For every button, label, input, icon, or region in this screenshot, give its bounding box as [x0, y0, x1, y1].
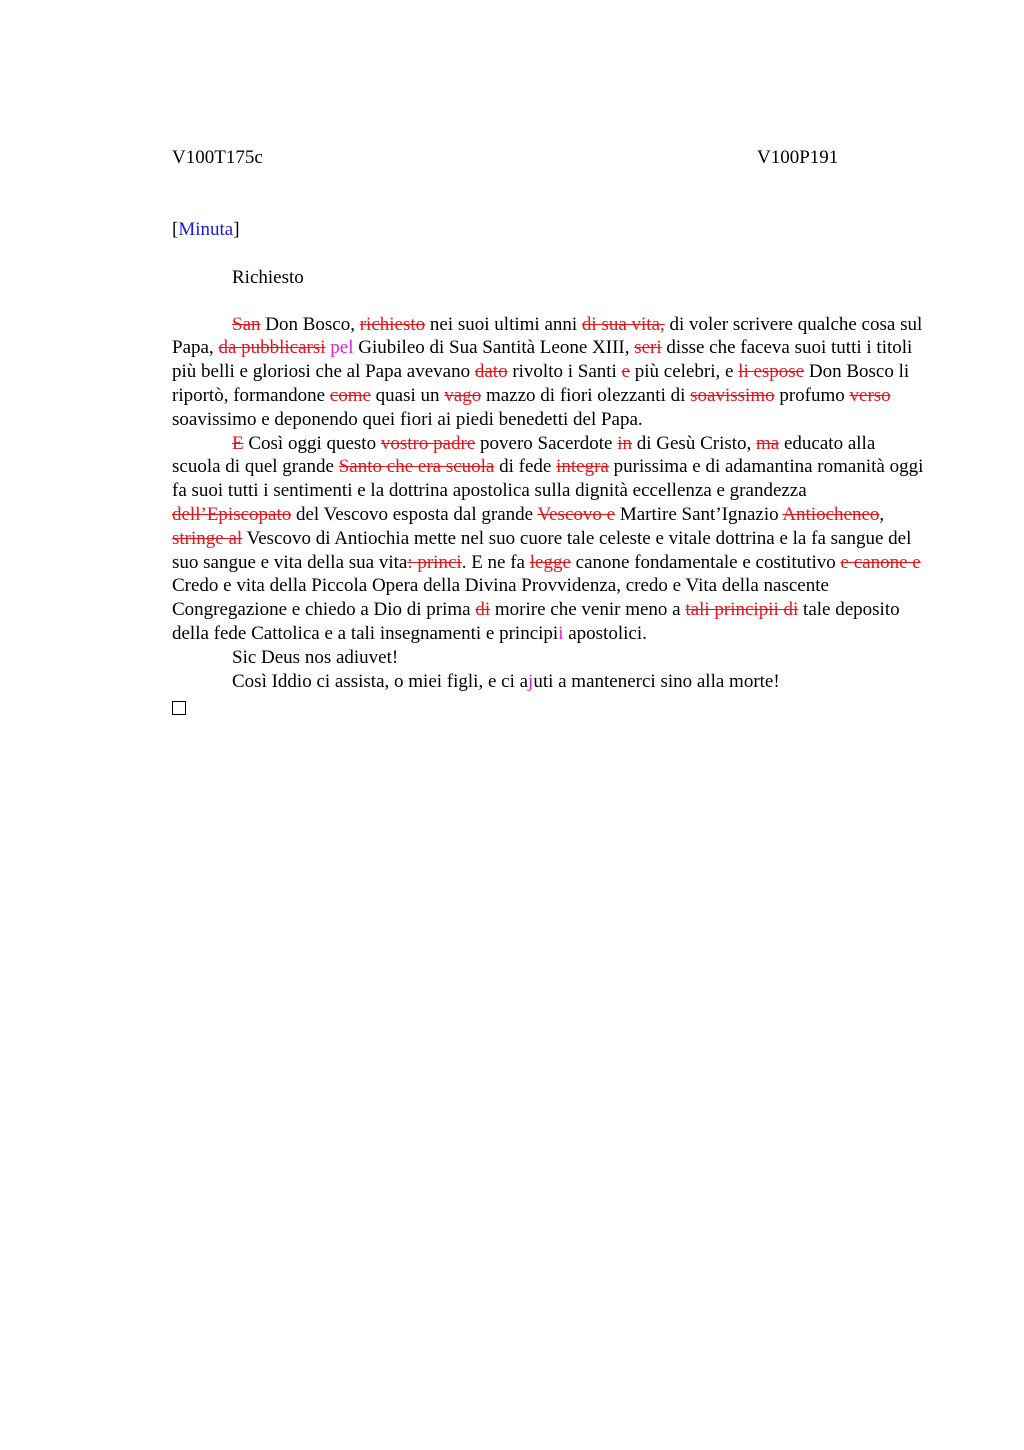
deleted-text: legge	[529, 551, 571, 573]
deleted-text: e	[621, 361, 631, 383]
minuta-label	[172, 218, 924, 242]
deleted-text: Vescovo e	[537, 503, 616, 525]
minuta-text: Minuta	[178, 219, 234, 240]
body-text-segment: di Gesù Cristo,	[632, 432, 757, 454]
deleted-text: San	[232, 313, 261, 335]
body-text-segment: Martire Sant’Ignazio	[615, 503, 783, 525]
body-text-segment: Giubileo di Sua Santità Leone XIII,	[353, 337, 635, 359]
body-text-segment: ,	[879, 503, 885, 525]
body-text-segment: quasi un	[370, 384, 445, 406]
document-code-right: V100P191	[757, 147, 839, 168]
body-text-segment: nei suoi ultimi anni	[425, 313, 582, 335]
deleted-text: da pubblicarsi	[218, 337, 326, 359]
body-text-segment: del Vescovo esposta dal grande	[291, 503, 538, 525]
document-body	[172, 313, 924, 716]
body-text-segment: Don Bosco li riportò, formandone	[172, 361, 910, 406]
body-text-segment: profumo	[774, 384, 850, 406]
minuta-open-bracket: [	[172, 219, 179, 240]
inserted-text: i	[558, 622, 564, 644]
closing-latin: Sic Deus nos adiuvet!	[232, 646, 399, 668]
body-text-segment: mazzo di fiori olezzanti di	[481, 384, 691, 406]
deleted-text: di	[475, 599, 491, 621]
deleted-text: seri	[634, 337, 662, 359]
deleted-text: ma	[756, 432, 780, 454]
deleted-text: vostro padre	[380, 432, 476, 454]
body-text-segment: . E ne fa	[461, 551, 530, 573]
body-text-segment: povero Sacerdote	[475, 432, 618, 454]
body-text-segment: Così oggi questo	[243, 432, 381, 454]
closing-italian-part-2: uti a mantenerci sino alla morte!	[533, 670, 780, 692]
deleted-text: E	[232, 432, 244, 454]
body-text-segment: morire che venir meno a	[490, 599, 686, 621]
closing-italian-insertion: j	[528, 670, 534, 692]
document-page	[172, 146, 924, 715]
deleted-text: li espose	[738, 361, 805, 383]
deleted-text: e canone e	[840, 551, 921, 573]
body-text-segment: Don Bosco,	[260, 313, 360, 335]
deleted-text: Antiocheneo	[782, 503, 880, 525]
body-text-segment: apostolici.	[563, 622, 647, 644]
document-header	[172, 146, 924, 170]
body-text-segment: Vescovo di Antiochia mette nel suo cuore tale celeste e vitale dottrina e la fa sangue del suo sangue e vita della sua vita	[172, 527, 912, 573]
body-text-segment: tale deposito della fede Cattolica e a tali insegnamenti e principi	[172, 599, 900, 644]
deleted-text: tali principii di	[685, 599, 799, 621]
deleted-text: soavissimo	[690, 384, 775, 406]
document-title: Richiesto	[232, 266, 304, 288]
body-text-segment: di voler scrivere qualche cosa sul Papa,	[172, 313, 923, 359]
deleted-text: vago	[444, 384, 482, 406]
body-text-segment: disse che faceva suoi tutti i titoli più belli e gloriosi che al Papa avevano	[172, 337, 913, 383]
body-text-segment: rivolto i Santi	[507, 361, 622, 383]
body-text-segment: canone fondamentale e costitutivo	[570, 551, 841, 573]
body-text-segment: più celebri, e	[630, 361, 739, 383]
deleted-text: : princi	[407, 551, 462, 573]
deleted-text: dell’Episcopato	[172, 503, 292, 525]
body-text-segment: educato alla scuola di quel grande	[172, 432, 876, 478]
minuta-close-bracket: ]	[233, 219, 240, 240]
end-marker-box	[172, 701, 186, 715]
body-text-segment: purissima e di adamantina romanità oggi fa suoi tutti i sentimenti e la dottrina apostolica sulla dignità eccellenza e grandezza	[172, 456, 924, 502]
deleted-text: stringe al	[172, 527, 243, 549]
paragraph-1	[172, 313, 924, 432]
deleted-text: verso	[849, 384, 891, 406]
body-text-segment: Credo e vita della Piccola Opera della Divina Provvidenza, credo e Vita della nascente Congregazione e chiedo a Dio di prima	[172, 575, 829, 621]
inserted-text: pel	[330, 337, 354, 359]
deleted-text: richiesto	[359, 313, 426, 335]
deleted-text: in	[617, 432, 632, 454]
paragraph-2	[172, 432, 924, 646]
deleted-text: integra	[556, 456, 609, 478]
closing-italian	[172, 670, 924, 694]
body-text-segment: soavissimo e deponendo quei fiori ai piedi benedetti del Papa.	[172, 408, 643, 430]
deleted-text: come	[329, 384, 371, 406]
deleted-text: dato	[474, 361, 508, 383]
closing-italian-part-1: Così Iddio ci assista, o miei figli, e ci a	[232, 670, 529, 692]
deleted-text: di sua vita,	[581, 313, 665, 335]
body-text-segment: di fede	[494, 456, 557, 478]
deleted-text: Santo che era scuola	[338, 456, 495, 478]
document-code-left: V100T175c	[172, 147, 263, 168]
